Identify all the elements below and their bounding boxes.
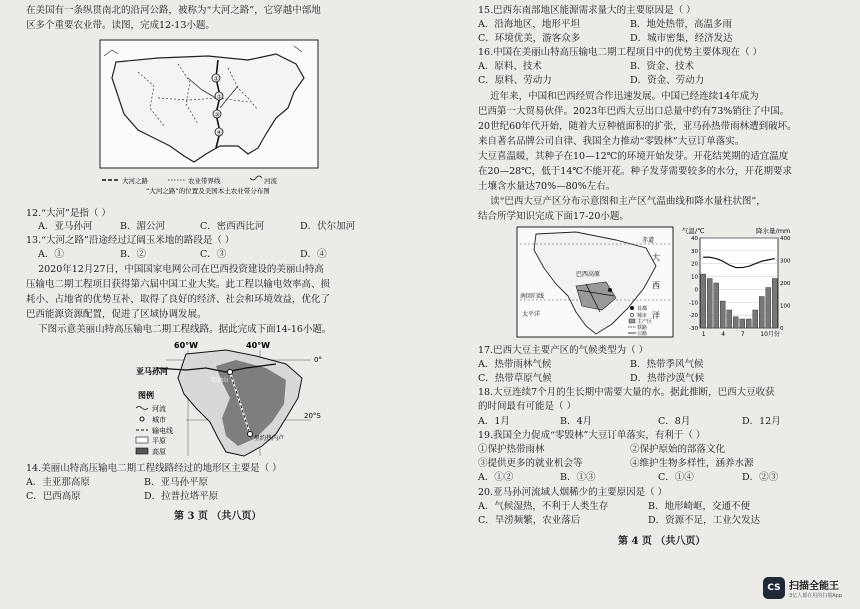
q18-option-a: A．1月 (478, 416, 510, 427)
map-legend-title: 图例 (138, 391, 154, 400)
q15-option-c: C．环境优美，游客众多 (478, 33, 581, 44)
legend-mainarea: 主产区 (637, 319, 653, 325)
lon-40w: 40°W (246, 341, 270, 350)
legend-road: 大河之路 (122, 177, 148, 185)
city-2-label: 里约热内卢 (254, 435, 285, 442)
capricorn-label: 南回归线 (520, 293, 545, 300)
legend-plain: 平原 (152, 437, 166, 445)
y-right-tick: 400 (780, 236, 791, 242)
passage-line-1: 2020年12月27日，中国国家电网公司在巴西投资建设的美丽山特高 (26, 264, 324, 275)
precip-bar (759, 297, 764, 329)
question-16: 16.中国在美丽山特高压输电二期工程项目中的优势主要体现在（ ） (478, 47, 763, 58)
q14-option-d: D．拉普拉塔平原 (144, 491, 219, 502)
q14-option-c: C．巴西高原 (26, 491, 81, 502)
soy-passage-2: 巴西第一大贸易伙伴。2023年巴西大豆出口总量中约有73%销往了中国。 (478, 106, 790, 117)
climate-ylabel-right: 降水量/mm (756, 227, 791, 235)
y-left-tick: 10 (691, 274, 698, 281)
q16-option-a: A．原料、技术 (478, 61, 542, 72)
q19-option-c: C．①④ (658, 472, 694, 483)
svg-text:①: ① (213, 75, 219, 83)
us-map-graphic (98, 38, 320, 194)
precip-bar (727, 310, 732, 328)
page-3 (26, 0, 426, 609)
q12-option-d: D．伏尔加河 (300, 221, 356, 232)
q14-option-b: B．亚马孙平原 (144, 477, 208, 488)
y-right-tick: 300 (780, 258, 791, 265)
equator-label: 赤道 (642, 237, 655, 244)
page-3-footer: 第 3 页 （共八页） (174, 511, 262, 522)
svg-text:④: ④ (216, 129, 222, 137)
y-right-tick: 0 (780, 326, 784, 332)
y-left-tick: -10 (689, 300, 698, 307)
legend-belt: 农业带界线 (188, 177, 221, 185)
soy-passage-4: 来自著名品牌公司自律、我国全力推动“零毁林”大豆订单落实。 (478, 136, 745, 147)
q19-item-1: ①保护热带雨林 (478, 444, 545, 455)
transmission-map (126, 338, 336, 458)
svg-text:③: ③ (214, 111, 220, 119)
legend-plateau: 高原 (152, 448, 166, 456)
question-12: 12.“大河”是指（ ） (26, 208, 111, 219)
soy-passage-3: 20世纪60年代开始，随着大豆种植面积的扩张，亚马孙热带雨林遭到破坏。 (478, 121, 797, 132)
q19-item-2: ②保护原始的部落文化 (630, 444, 726, 455)
q20-option-c: C．旱涝频繁，农业落后 (478, 515, 581, 526)
soy-passage-1: 近年来，中国和巴西经贸合作迅速发展。中国已经连续14年成为 (478, 91, 759, 102)
precip-bar (733, 317, 738, 328)
precip-bar (766, 288, 771, 329)
q13-option-b: B．② (120, 249, 146, 260)
scanner-app-name: 扫描全能王 (789, 581, 840, 592)
q17-option-d: D．热带沙漠气候 (630, 373, 705, 384)
precip-bar (746, 319, 751, 328)
lat-0: 0° (314, 356, 322, 364)
climate-chart (678, 224, 808, 342)
legend-capital: 首都 (637, 306, 648, 312)
legend-river2: 河流 (152, 405, 166, 413)
legend-road-r: 公路 (637, 331, 648, 337)
q15-option-b: B．地处热带，高温多雨 (630, 19, 732, 30)
q18-option-d: D．12月 (742, 416, 781, 427)
question-13: 13.“大河之路”沿途经过辽阔玉米地的路段是（ ） (26, 235, 235, 246)
soy-passage-7: 土壤含水量达70%—80%左右。 (478, 181, 616, 192)
amazon-label: 亚马孙河 (136, 367, 168, 376)
q18-option-c: C．8月 (658, 416, 691, 427)
q13-option-c: C．③ (200, 249, 227, 260)
q20-option-b: B．地形崎岖，交通不便 (648, 501, 750, 512)
precip-bar (714, 283, 719, 328)
question-17: 17.巴西大豆主要产区的气候类型为（ ） (478, 345, 649, 356)
question-19: 19.我国全力促成“零毁林”大豆订单落实，有利于（ ） (478, 430, 706, 441)
y-left-tick: 30 (691, 248, 698, 255)
y-left-tick: 0 (694, 287, 698, 294)
intro-line-2: 区多个重要农业带。读图，完成12-13小题。 (26, 20, 215, 31)
q18-option-b: B．4月 (560, 416, 593, 427)
ocean-xi: 西 (652, 281, 660, 290)
y-left-tick: -30 (689, 326, 698, 332)
us-map-caption: “大河之路”的位置及美国本土农业带分布图 (146, 187, 270, 194)
x-tick: 4 (721, 331, 726, 338)
climate-chart-svg (678, 224, 808, 342)
question-15: 15.巴西东南部地区能源需求量大的主要原因是（ ） (478, 5, 696, 16)
passage-line-5: 下图示意美丽山特高压输电二期工程线路。据此完成下面14-16小题。 (26, 324, 332, 335)
precip-bar (740, 319, 745, 328)
precip-bar (753, 310, 758, 328)
page-4-footer: 第 4 页 （共八页） (618, 536, 706, 547)
q16-option-c: C．原料、劳动力 (478, 75, 552, 86)
transmission-map-graphic (126, 338, 336, 458)
lon-60w: 60°W (174, 341, 198, 350)
q20-option-a: A．气候湿热，不利于人类生存 (478, 501, 609, 512)
legend-rail: 铁路 (637, 325, 648, 331)
q19-option-b: B．①③ (560, 472, 596, 483)
q17-option-a: A．热带雨林气候 (478, 359, 552, 370)
legend-powerline: 输电线 (152, 427, 173, 435)
precip-bar (707, 279, 712, 329)
question-20: 20.亚马孙河流域人烟稀少的主要原因是（ ） (478, 487, 668, 498)
legend-city: 城市 (152, 416, 166, 424)
q13-option-a: A．① (38, 249, 64, 260)
x-tick: 7 (740, 331, 745, 338)
soy-region-map-graphic (516, 226, 674, 338)
q19-option-a: A．①② (478, 472, 514, 483)
y-left-tick: -20 (689, 313, 698, 320)
q19-option-d: D．②③ (742, 472, 779, 483)
passage-line-2: 压输电二期工程项目获得第六届中国工业大奖。此工程以输电效率高、损 (26, 279, 331, 290)
question-18-line2: 的时间最有可能是（ ） (478, 401, 577, 412)
ocean-yang: 洋 (652, 311, 660, 320)
q14-option-a: A．圭亚那高原 (26, 477, 90, 488)
q16-option-d: D．资金、劳动力 (630, 75, 705, 86)
q15-option-d: D．城市密集，经济发达 (630, 33, 733, 44)
soy-passage-6: 在20—28℃，低于14℃不能开花。种子发芽需要较多的水分，开花期要求 (478, 166, 793, 177)
y-right-tick: 200 (780, 281, 791, 287)
precip-bar (701, 274, 706, 328)
svg-text:②: ② (216, 93, 222, 101)
legend-city-r: 城市 (637, 313, 648, 319)
passage-line-4: 巴西能源资源配置，促进了区域协调发展。 (26, 309, 207, 320)
precip-bar (720, 301, 725, 328)
us-map (98, 38, 320, 194)
intro-line-1: 在美国有一条纵贯南北的沿河公路，被称为“大河之路”，它穿越中部地 (26, 5, 321, 16)
q12-option-b: B．湄公河 (120, 221, 165, 232)
precip-bar (772, 279, 777, 329)
soy-passage-8: 读“巴西大豆产区分布示意图和主产区气温曲线和降水量柱状图”， (478, 196, 766, 207)
q15-option-a: A．沿海地区，地形平坦 (478, 19, 580, 30)
x-tick: 10月份 (760, 331, 780, 338)
legend-river: 河流 (264, 177, 277, 185)
scanner-watermark (763, 577, 842, 599)
y-right-tick: 100 (780, 303, 791, 310)
ocean-da: 大 (652, 253, 660, 262)
y-left-tick: 20 (691, 261, 698, 268)
soy-passage-5: 大豆喜温暖，其种子在10—12℃的环境开始发芽。开花结荚期的适宜温度 (478, 151, 789, 162)
brazil-plateau-label: 巴西高原 (576, 271, 601, 278)
q12-option-a: A．亚马孙河 (38, 221, 93, 232)
pacific-label: 太平洋 (522, 311, 541, 318)
y-left-tick: 40 (691, 236, 698, 242)
soy-passage-9: 结合所学知识完成下面17-20小题。 (478, 211, 629, 222)
q13-option-d: D．④ (300, 249, 327, 260)
passage-line-3: 耗小、占地省的优势互补，取得了良好的经济、社会和环境效益，优化了 (26, 294, 331, 305)
q16-option-b: B．资金、技术 (630, 61, 694, 72)
climate-ylabel-left: 气温/℃ (682, 227, 705, 235)
question-18-line1: 18.大豆连续7个月的生长期中需要大量的水。据此推断，巴西大豆收获 (478, 387, 775, 398)
q12-option-c: C．密西西比河 (200, 221, 265, 232)
page-4 (478, 0, 838, 609)
soy-region-map (516, 226, 674, 338)
city-1-label: 美丽山 (210, 377, 229, 384)
q19-item-3: ③提供更多的就业机会等 (478, 458, 583, 469)
q17-option-c: C．热带草原气候 (478, 373, 552, 384)
question-14: 14.美丽山特高压输电二期工程线路经过的地形区主要是（ ） (26, 463, 282, 474)
camscanner-logo-icon: CS (763, 577, 785, 599)
q17-option-b: B．热带季风气候 (630, 359, 704, 370)
lat-20s: 20°S (304, 412, 321, 420)
q20-option-d: D．资源不足，工业欠发达 (648, 515, 761, 526)
q19-item-4: ④维护生物多样性，涵养水源 (630, 458, 754, 469)
x-tick: 1 (701, 331, 706, 338)
scanner-app-tagline: 3亿人都在用的扫描App (789, 593, 842, 599)
